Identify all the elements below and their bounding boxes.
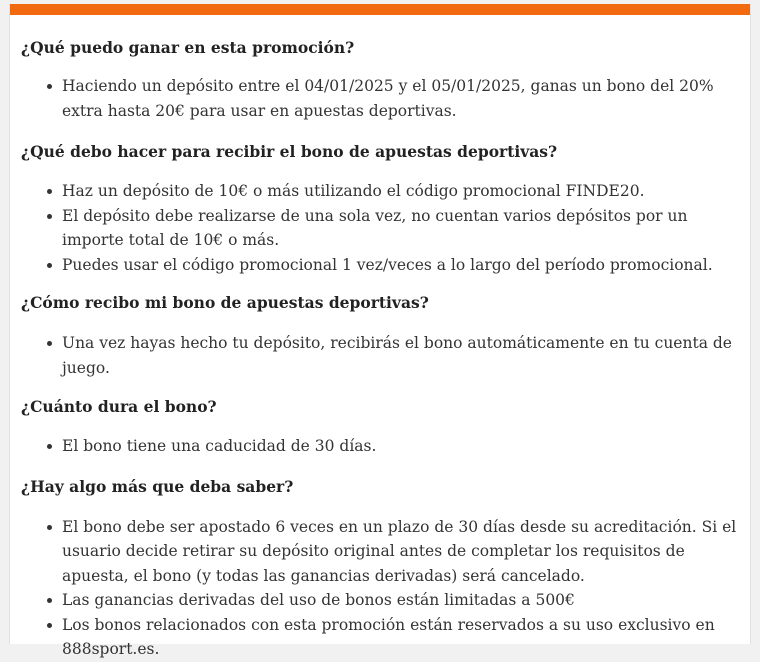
section-title: ¿Qué debo hacer para recibir el bono de apuestas deportivas? xyxy=(21,142,558,161)
bullet-dot-icon xyxy=(47,623,52,628)
bullet-dot-icon xyxy=(47,598,52,603)
list-item-text: El depósito debe realizarse de una sola vez, no cuentan varios depósitos por un importe total de 10€ o más. xyxy=(62,206,688,249)
section-how-to-receive xyxy=(21,141,750,277)
bullet-dot-icon xyxy=(47,84,52,89)
section-title: ¿Hay algo más que deba saber? xyxy=(21,476,294,496)
bullet-list xyxy=(21,74,750,123)
bullet-dot-icon xyxy=(47,525,52,530)
bullet-dot-icon xyxy=(47,263,52,268)
list-item-text: Las ganancias derivadas del uso de bonos están limitadas a 500€ xyxy=(62,591,575,609)
list-item xyxy=(21,588,752,613)
list-item xyxy=(21,613,752,662)
list-item xyxy=(21,515,752,589)
promo-terms-panel xyxy=(9,4,751,658)
list-item xyxy=(21,253,752,278)
bullet-dot-icon xyxy=(47,341,52,346)
list-item-text: Puedes usar el código promocional 1 vez/veces a lo largo del período promocional. xyxy=(62,255,713,274)
section-bonus-duration xyxy=(21,396,750,459)
list-item-text: El bono tiene una caducidad de 30 días. xyxy=(62,437,377,455)
bullet-list xyxy=(21,515,750,662)
terms-content[interactable] xyxy=(10,15,750,662)
bullet-list xyxy=(21,179,750,277)
section-title: ¿Cómo recibo mi bono de apuestas deportivas? xyxy=(21,293,429,312)
list-item xyxy=(21,74,752,123)
accent-top-bar xyxy=(10,4,750,15)
bullet-dot-icon xyxy=(47,444,52,449)
list-item-text: Una vez hayas hecho tu depósito, recibirás el bono automáticamente en tu cuenta de juego. xyxy=(62,334,732,377)
list-item-text: Los bonos relacionados con esta promoción están reservados a su uso exclusivo en 888sport.es. xyxy=(62,615,715,658)
list-item-text: Haciendo un depósito entre el 04/01/2025 y el 05/01/2025, ganas un bono del 20% extra hasta 20€ para usar en apuestas deportivas. xyxy=(62,77,714,120)
list-item-text: El bono debe ser apostado 6 veces en un plazo de 30 días desde su acreditación. Si el usuario decide retirar su depósito original antes de completar los requisitos de apuesta, el bono (y todas las ganancias derivadas) será cancelado. xyxy=(62,517,737,585)
list-item xyxy=(21,434,752,459)
bullet-dot-icon xyxy=(47,214,52,219)
list-item xyxy=(21,331,752,380)
bullet-dot-icon xyxy=(47,189,52,194)
bullet-list xyxy=(21,434,750,459)
section-what-can-i-win xyxy=(21,37,750,123)
section-how-do-i-get-bonus xyxy=(21,292,750,380)
section-title: ¿Cuánto dura el bono? xyxy=(21,397,217,416)
section-title: ¿Qué puedo ganar en esta promoción? xyxy=(21,38,355,57)
list-item-text: Haz un depósito de 10€ o más utilizando el código promocional FINDE20. xyxy=(62,182,645,200)
bullet-list xyxy=(21,331,750,380)
list-item xyxy=(21,204,752,253)
section-anything-else xyxy=(21,476,750,662)
list-item xyxy=(21,179,752,204)
